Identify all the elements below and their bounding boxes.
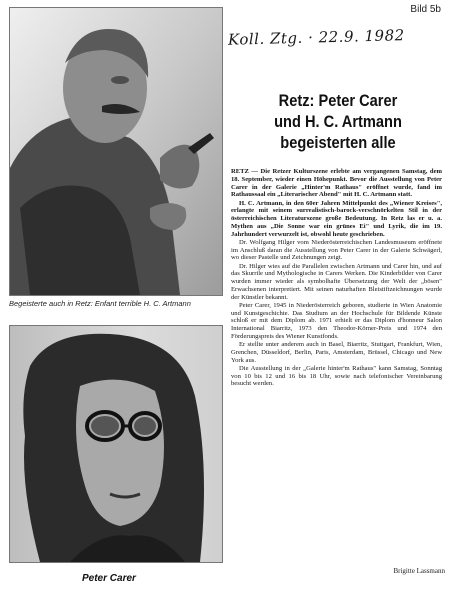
article-paragraph: Dr. Hilger wies auf die Parallelen zwischen Artmann und Carer hin, und auf das Skurrile und Mythologische in Carers Werken. Die Kinderbilder von Carer wurden immer wieder als symbolhafte Übersetzung der Welt der „bösen" Erwachsenen interpretiert. Mit seinen naturhaften Bleistiftzeichnungen wurde der Künstler bekannt. [231, 262, 442, 301]
photo-carer-image [10, 326, 222, 562]
photo-artmann-caption: Begeisterte auch in Retz: Enfant terrible H. C. Artmann [9, 299, 191, 308]
photo-artmann [9, 7, 223, 296]
photo-carer [9, 325, 223, 563]
headline-line-1: Retz: Peter Carer [278, 91, 398, 110]
article-paragraph: RETZ — Die Retzer Kulturszene erlebte am vergangenen Samstag, dem 18. September, wieder einen Höhepunkt. Bevor die Ausstellung von Peter Carer in der Galerie „Hinter'm Rathaus" eröffnet wurde, fand im Rathaussaal ein „Literarischer Abend" mit H. C. Artmann statt. [231, 168, 442, 199]
figure-label: Bild 5b [410, 4, 441, 15]
headline-line-2: und H. C. Artmann [274, 112, 402, 131]
photo-artmann-image [10, 8, 222, 295]
article-author: Brigitte Lassmann [393, 567, 445, 575]
article-headline [248, 90, 429, 153]
photo-carer-caption: Peter Carer [82, 573, 136, 584]
article-paragraph: Peter Carer, 1945 in Niederösterreich geboren, studierte in Wien Anatomie und Kunstgeschichte. Das Studium an der Hochschule für Bildende Künste schloß er mit dem Diplom ab. 1971 erhielt er das Diplom d'honneur Salon International Biarritz, 1973 den Theodor-Körner-Preis und 1974 den Förderungspreis des Wiener Kunstfonds. [231, 301, 442, 340]
article-paragraph: Er stellte unter anderem auch in Basel, Biarritz, Stuttgart, Frankfurt, Wien, Grenchen, Düsseldorf, Berlin, Paris, Amsterdam, Brüssel, Chicago und New York aus. [231, 341, 442, 364]
headline-line-3: begeisterten alle [280, 133, 396, 152]
article-paragraph: Dr. Wolfgang Hilger vom Niederösterreichischen Landesmuseum eröffnete im Anschluß daran die Ausstellung von Peter Carer in der Galerie Schwägerl, wo dieser Pastelle und Zeichnungen zeigt. [231, 238, 442, 262]
article-paragraph: H. C. Artmann, in den 60er Jahren Mittelpunkt des „Wiener Kreises", erlangte mit seinem surrealistisch-barock-verschnörkelten Stil in der österreichischen Literaturszene große Bedeutung. In Retz las er u. a. Mythen aus „Die Sonne war ein grünes Ei" und Lyrik, die im 19. Jahrhundert verwurzelt ist, obwohl heute geschrieben. [231, 199, 442, 238]
article-paragraph: Die Ausstellung in der „Galerie hinter'm Rathaus" kann Samstag, Sonntag von 10 bis 12 und 16 bis 18 Uhr, sowie nach telefonischer Vereinbarung besucht werden. [231, 364, 442, 388]
article-body [231, 168, 442, 389]
handwritten-date-note: Koll. Ztg. · 22.9. 1982 [227, 26, 405, 49]
